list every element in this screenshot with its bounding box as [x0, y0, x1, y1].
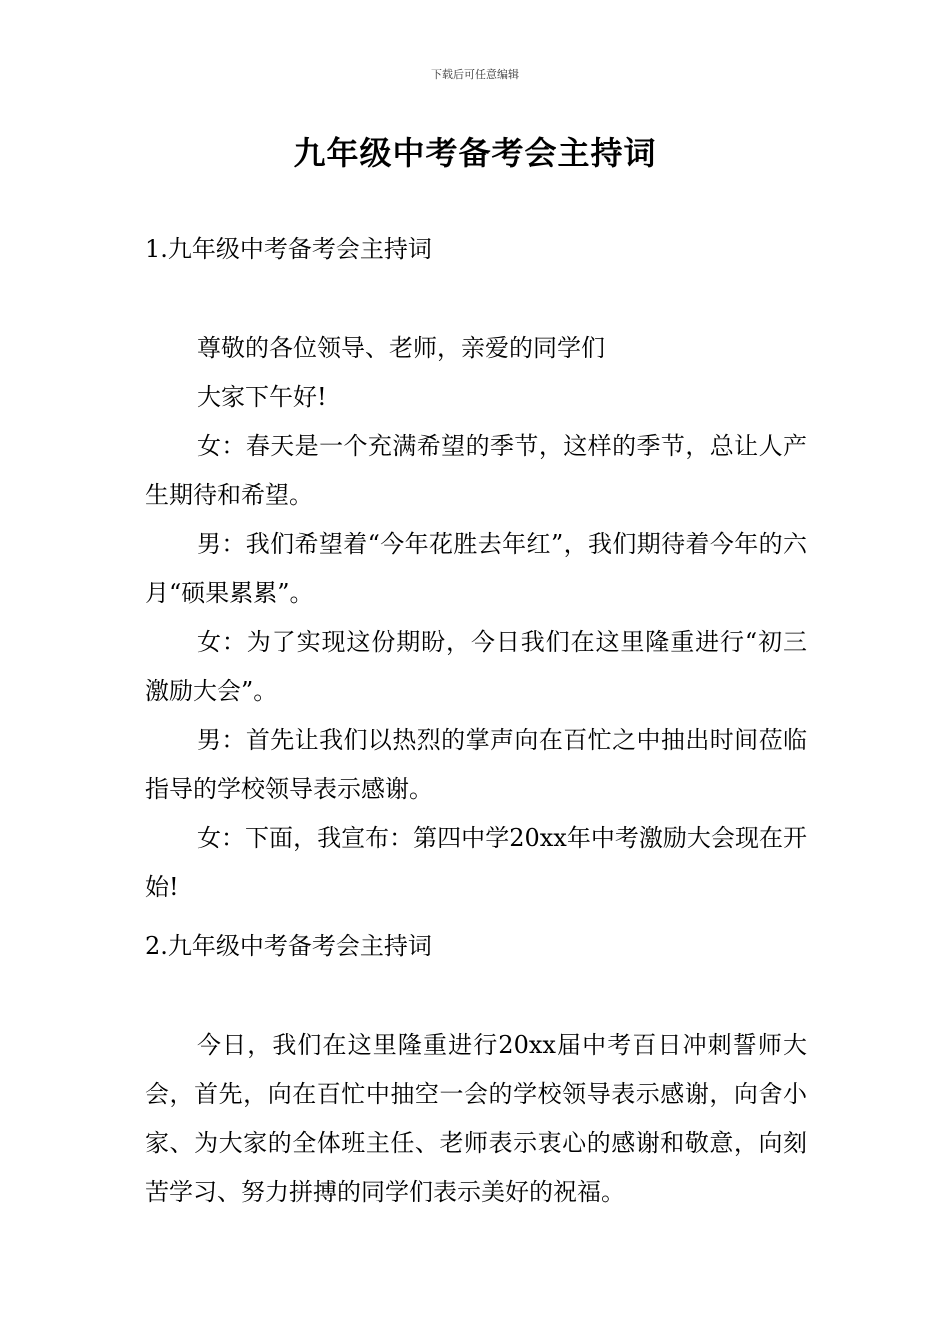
paragraph: 女：春天是一个充满希望的季节，这样的季节，总让人产生期待和希望。 — [145, 432, 807, 509]
section-heading: 2.九年级中考备考会主持词 — [145, 932, 432, 960]
paragraph: 男：首先让我们以热烈的掌声向在百忙之中抽出时间莅临指导的学校领导表示感谢。 — [145, 726, 807, 803]
header-note: 下载后可任意编辑 — [431, 68, 519, 81]
section-1-heading-block — [145, 225, 807, 274]
section-2-body — [145, 1021, 807, 1217]
paragraph: 女：下面，我宣布：第四中学20xx年中考激励大会现在开始! — [145, 824, 807, 901]
paragraph: 男：我们希望着“今年花胜去年红”，我们期待着今年的六月“硕果累累”。 — [145, 530, 807, 607]
paragraph: 今日，我们在这里隆重进行20xx届中考百日冲刺誓师大会，首先，向在百忙中抽空一会的学校领导表示感谢，向舍小家、为大家的全体班主任、老师表示衷心的感谢和敬意，向刻苦学习、努力拼搏的同学们表示美好的祝福。 — [145, 1031, 807, 1206]
paragraph: 大家下午好! — [197, 383, 327, 411]
document-title: 九年级中考备考会主持词 — [293, 134, 657, 172]
paragraph: 女：为了实现这份期盼，今日我们在这里隆重进行“初三激励大会”。 — [145, 628, 807, 705]
paragraph: 尊敬的各位领导、老师，亲爱的同学们 — [197, 334, 605, 362]
section-heading: 1.九年级中考备考会主持词 — [145, 235, 432, 263]
section-1-body — [145, 324, 807, 912]
section-2-heading-block — [145, 922, 807, 971]
